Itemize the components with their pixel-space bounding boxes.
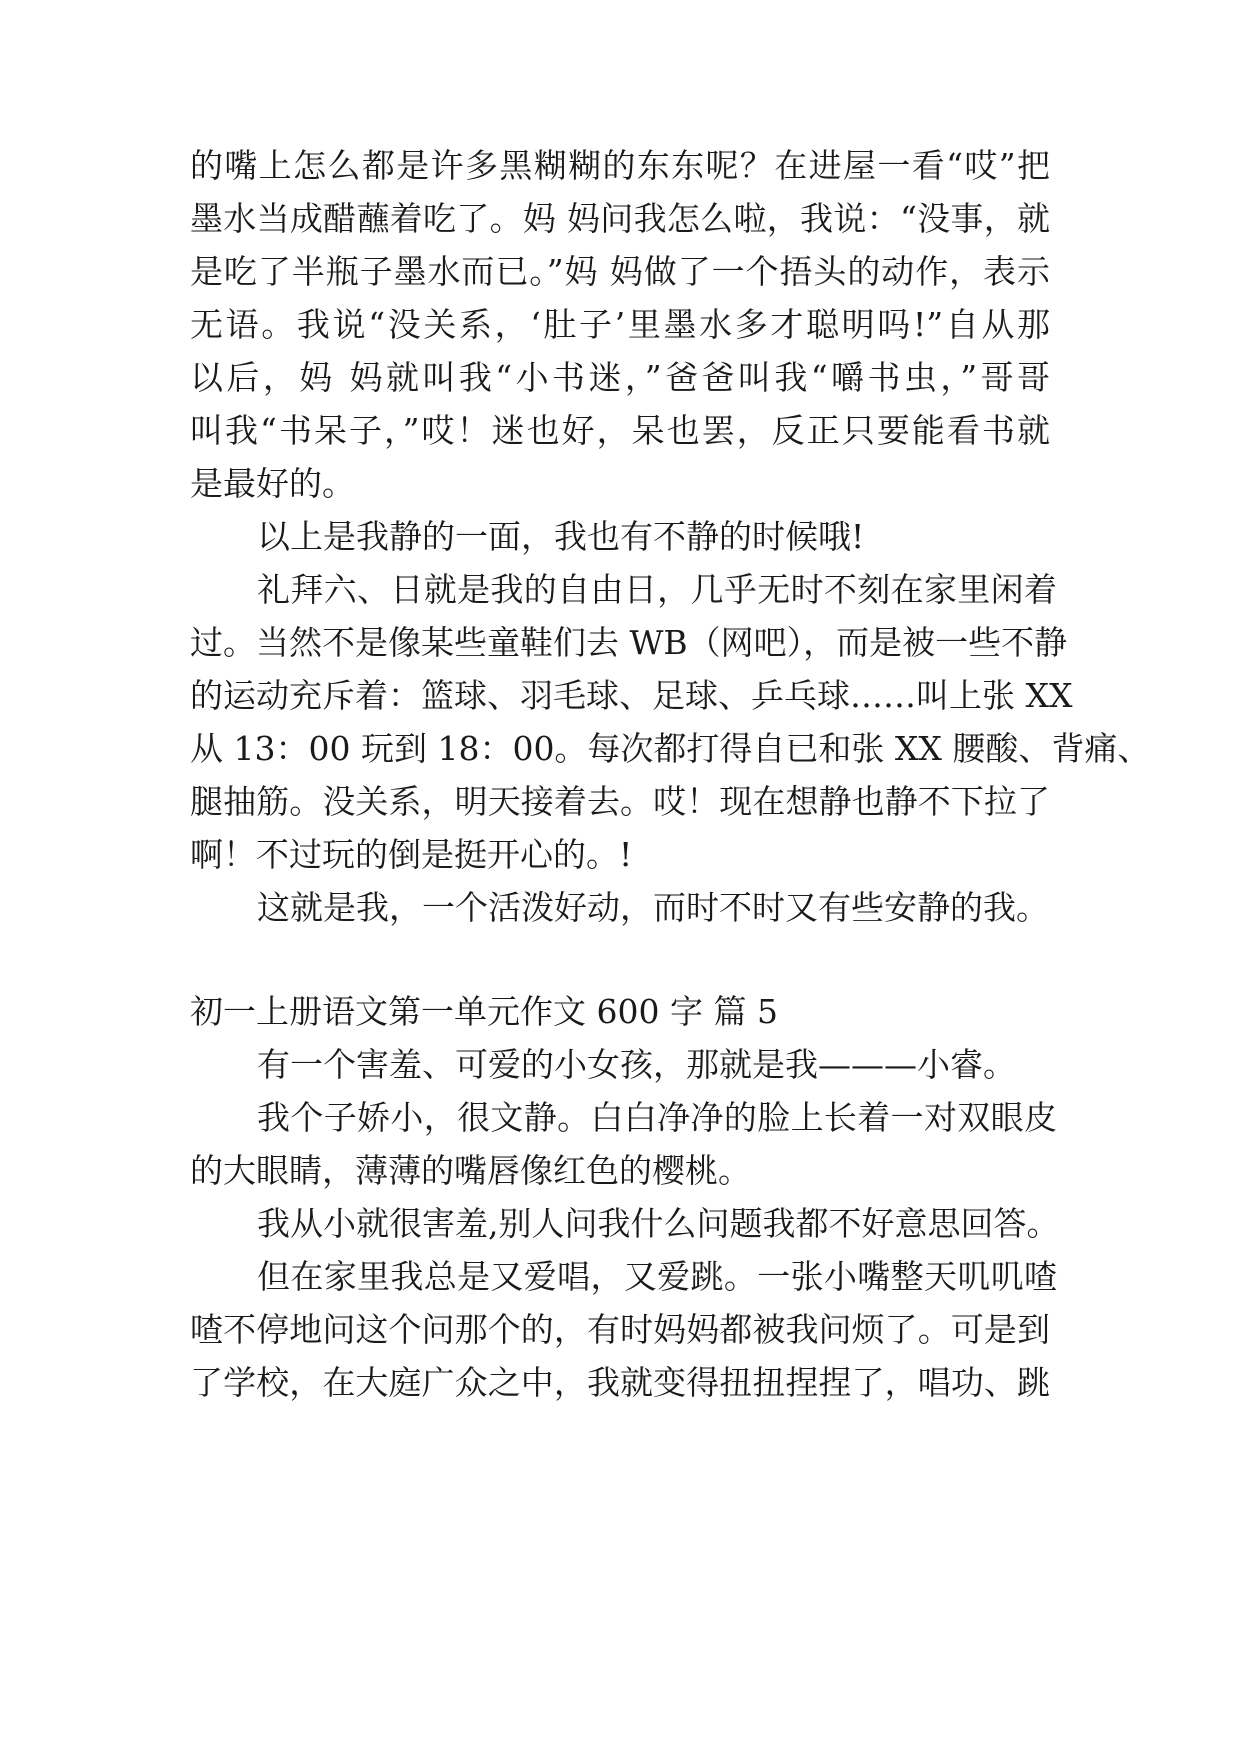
text-line: 过。当然不是像某些童鞋们去 WB（网吧），而是被一些不静 (190, 623, 1068, 662)
paragraph-line: 但在家里我总是又爱唱，又爱跳。一张小嘴整天叽叽喳 (257, 1257, 1057, 1296)
text-line: 的运动充斥着：篮球、羽毛球、足球、乒乓球……叫上张 XX (190, 676, 1073, 715)
paragraph-line: 我从小就很害羞,别人问我什么问题我都不好意思回答。 (257, 1204, 1060, 1243)
text-line: 从 13：00 玩到 18：00。每次都打得自已和张 XX 腰酸、背痛、 (190, 729, 1151, 768)
text-line: 了学校，在大庭广众之中，我就变得扭扭捏捏了，唱功、跳 (190, 1363, 1050, 1402)
section-heading: 初一上册语文第一单元作文 600 字 篇 5 (190, 992, 778, 1031)
text-line: 的大眼睛，薄薄的嘴唇像红色的樱桃。 (190, 1151, 751, 1190)
text-line: 是吃了半瓶子墨水而已。”妈 妈做了一个捂头的动作，表示 (190, 252, 1050, 291)
text-line: 腿抽筋。没关系，明天接着去。哎！现在想静也静不下拉了 (190, 782, 1050, 821)
text-line: 以后，妈 妈就叫我“小书迷，”爸爸叫我“嚼书虫，”哥哥 (190, 358, 1050, 397)
text-line: 啊！不过玩的倒是挺开心的。! (190, 835, 633, 874)
paragraph-line: 我个子娇小，很文静。白白净净的脸上长着一对双眼皮 (257, 1098, 1057, 1137)
text-line: 是最好的。 (190, 464, 355, 503)
paragraph-line: 这就是我，一个活泼好动，而时不时又有些安静的我。 (257, 888, 1049, 927)
text-line: 无语。我说“没关系，‘肚子’里墨水多才聪明吗!”自从那 (190, 305, 1050, 344)
paragraph-line: 礼拜六、日就是我的自由日，几乎无时不刻在家里闲着 (257, 570, 1057, 609)
paragraph-line: 有一个害羞、可爱的小女孩，那就是我———小睿。 (257, 1045, 1016, 1084)
text-line: 墨水当成醋蘸着吃了。妈 妈问我怎么啦，我说：“没事，就 (190, 199, 1050, 238)
text-line: 喳不停地问这个问那个的，有时妈妈都被我问烦了。可是到 (190, 1310, 1050, 1349)
paragraph-line: 以上是我静的一面，我也有不静的时候哦! (257, 517, 865, 556)
text-line: 叫我“书呆子，”哎！迷也好，呆也罢，反正只要能看书就 (190, 411, 1050, 450)
text-line: 的嘴上怎么都是许多黑糊糊的东东呢？在进屋一看“哎”把 (190, 146, 1050, 185)
